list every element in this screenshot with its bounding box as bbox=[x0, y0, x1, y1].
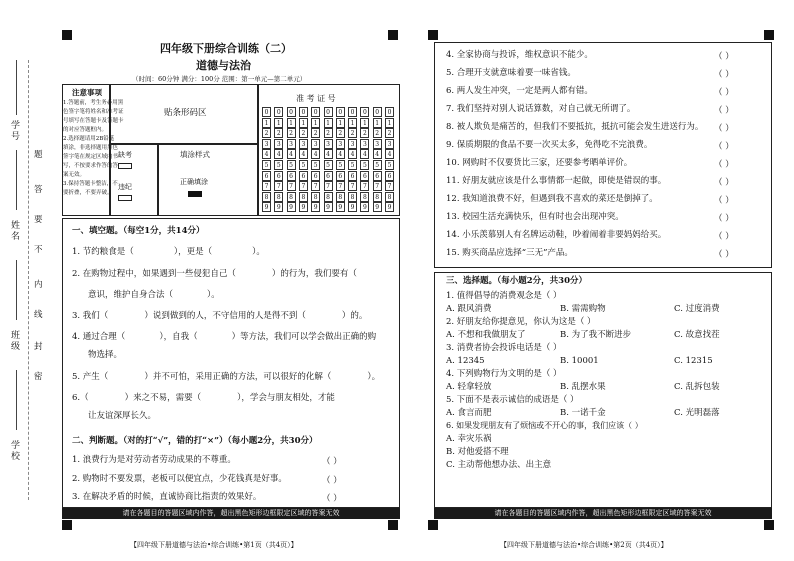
exam-id-bubble[interactable]: 8 bbox=[299, 192, 308, 202]
judge-question: 12. 我知道浪费不好，但遇到我不喜欢的菜还是倒掉了。 bbox=[446, 194, 658, 204]
exam-id-bubble[interactable]: 9 bbox=[324, 202, 333, 212]
choice-question: 2. 好朋友给你提意见，你认为这是（ ） bbox=[446, 317, 596, 327]
judge-question: 5. 合理开支就意味着要一味省钱。 bbox=[446, 68, 576, 78]
choice-option[interactable]: B. 10001 bbox=[560, 356, 599, 366]
exam-id-bubble[interactable]: 1 bbox=[299, 118, 308, 128]
exam-id-bubble[interactable]: 4 bbox=[262, 149, 271, 159]
answer-paren[interactable]: （ ） bbox=[714, 250, 734, 260]
exam-id-bubble[interactable]: 9 bbox=[311, 202, 320, 212]
exam-meta: （时间：60分钟 满分：100分 范围：第一单元—第二单元） bbox=[132, 75, 307, 83]
exam-id-bubble[interactable]: 3 bbox=[262, 139, 271, 149]
page-footer: 【四年级下册道德与法治•综合训练•第1页（共4页）】 bbox=[130, 541, 298, 549]
exam-id-bubble[interactable]: 2 bbox=[385, 128, 394, 138]
fill-question-4: 4. 通过合理（ ），自我（ ）等方法，我们可以学会做出正确的购 bbox=[72, 332, 377, 342]
choice-option[interactable]: B. 乱摆水果 bbox=[560, 382, 606, 392]
exam-id-bubble[interactable]: 5 bbox=[348, 160, 357, 170]
section1-title: 一、填空题。（每空1分，共14分） bbox=[72, 226, 205, 236]
choice-question: 5. 下面不是表示诚信的成语是（ ） bbox=[446, 395, 579, 405]
exam-id-bubble[interactable]: 8 bbox=[262, 192, 271, 202]
exam-id-bubble[interactable]: 2 bbox=[348, 128, 357, 138]
exam-id-bubble[interactable]: 5 bbox=[324, 160, 333, 170]
answer-paren[interactable]: （ ） bbox=[714, 232, 734, 242]
seal-char: 不 bbox=[34, 245, 43, 255]
judge-question: 13. 校园生活充满快乐，但有时也会出现冲突。 bbox=[446, 212, 624, 222]
answer-paren[interactable]: （ ） bbox=[714, 124, 734, 134]
fill-question-2-cont: 意识，维护自身合法（ ）。 bbox=[88, 290, 220, 300]
judge-question: 2. 购物时不要发票，老板可以便宜点，少花钱真是好事。 bbox=[72, 474, 287, 484]
seal-char: 线 bbox=[34, 310, 43, 320]
exam-id-bubble[interactable]: 1 bbox=[311, 118, 320, 128]
exam-id-bubble[interactable]: 9 bbox=[262, 202, 271, 212]
exam-id-bubble[interactable]: 0 bbox=[336, 107, 345, 117]
fill-question-4-cont: 物选择。 bbox=[88, 350, 123, 360]
judge-question: 6. 两人发生冲突，一定是两人都有错。 bbox=[446, 86, 593, 96]
exam-id-bubble[interactable]: 0 bbox=[262, 107, 271, 117]
answer-paren[interactable]: （ ） bbox=[714, 214, 734, 224]
seal-char: 内 bbox=[34, 280, 43, 290]
exam-id-bubble[interactable]: 5 bbox=[360, 160, 369, 170]
exam-id-bubble[interactable]: 0 bbox=[348, 107, 357, 117]
exam-id-bubble[interactable]: 7 bbox=[287, 181, 296, 191]
exam-id-bubble[interactable]: 6 bbox=[287, 171, 296, 181]
exam-id-bubble[interactable]: 0 bbox=[274, 107, 283, 117]
judge-question: 11. 好朋友就应该是什么事情都一起做，即使是错误的事。 bbox=[446, 176, 667, 186]
exam-id-bubble[interactable]: 3 bbox=[336, 139, 345, 149]
exam-id-bubble[interactable]: 4 bbox=[385, 149, 394, 159]
seal-char: 封 bbox=[34, 342, 43, 352]
exam-id-bubble[interactable]: 7 bbox=[274, 181, 283, 191]
choice-option[interactable]: A. 跟风消费 bbox=[446, 304, 492, 314]
exam-id-bubble[interactable]: 0 bbox=[299, 107, 308, 117]
exam-id-bubble[interactable]: 3 bbox=[360, 139, 369, 149]
exam-id-bubble[interactable]: 9 bbox=[336, 202, 345, 212]
notice-line: 2.选择题请用2B铅笔 bbox=[63, 136, 115, 142]
exam-id-bubble[interactable]: 1 bbox=[385, 118, 394, 128]
exam-id-bubble[interactable]: 8 bbox=[385, 192, 394, 202]
choice-question: 3. 消费者协会投诉电话是（ ） bbox=[446, 343, 562, 353]
notice-line: 案无效。 bbox=[63, 172, 86, 178]
judge-question: 8. 被人欺负是痛苦的，但我们不要抵抗，抵抗可能会发生进送行为。 bbox=[446, 122, 704, 132]
choice-question: 6. 如果发现朋友有了烦恼或不开心的事，我们应该（ ） bbox=[446, 421, 643, 430]
exam-id-bubble[interactable]: 1 bbox=[324, 118, 333, 128]
exam-id-bubble[interactable]: 6 bbox=[336, 171, 345, 181]
exam-id-bubble[interactable]: 5 bbox=[336, 160, 345, 170]
choice-option[interactable]: A. 轻拿轻放 bbox=[446, 382, 492, 392]
exam-id-bubble[interactable]: 6 bbox=[348, 171, 357, 181]
exam-id-bubble[interactable]: 4 bbox=[311, 149, 320, 159]
answer-region-notice: 请在各题目的答题区域内作答，超出黑色矩形边框限定区域的答案无效 bbox=[434, 508, 772, 519]
fill-question-6: 6.（ ）来之不易，需要（ ），学会与朋友相处，才能 bbox=[72, 393, 335, 403]
fill-question-1: 1. 节约粮食是（ ），更是（ ）。 bbox=[72, 247, 265, 257]
fill-question-5: 5. 产生（ ）并不可怕，采用正确的方法，可以很好的化解（ ）。 bbox=[72, 372, 381, 382]
exam-id-bubble[interactable]: 1 bbox=[262, 118, 271, 128]
judge-question: 14. 小乐羡慕别人有名牌运动鞋，吵着闹着非要妈妈给买。 bbox=[446, 230, 667, 240]
registration-mark bbox=[764, 520, 774, 530]
correct-fill-label: 正确填涂 bbox=[180, 178, 208, 186]
exam-id-bubble[interactable]: 1 bbox=[348, 118, 357, 128]
exam-id-bubble[interactable]: 5 bbox=[299, 160, 308, 170]
section2-title: 二、判断题。（对的打“√”，错的打“×”）（每小题2分，共30分） bbox=[72, 436, 318, 446]
notice-line: 的对应答题框内。 bbox=[63, 127, 108, 133]
notice-line: 号填写在答题卡及答题卡 bbox=[63, 118, 124, 124]
choice-option[interactable]: B. 为了我不断进步 bbox=[560, 330, 632, 340]
answer-paren[interactable]: （ ） bbox=[714, 178, 734, 188]
exam-id-bubble[interactable]: 5 bbox=[274, 160, 283, 170]
exam-id-label: 准 考 证 号 bbox=[296, 94, 336, 103]
exam-id-bubble[interactable]: 7 bbox=[311, 181, 320, 191]
exam-id-bubble[interactable]: 0 bbox=[360, 107, 369, 117]
choice-option[interactable]: C. 12315 bbox=[674, 356, 713, 366]
exam-id-bubble[interactable]: 8 bbox=[287, 192, 296, 202]
exam-id-bubble[interactable]: 0 bbox=[373, 107, 382, 117]
exam-id-bubble[interactable]: 0 bbox=[287, 107, 296, 117]
exam-id-bubble[interactable]: 7 bbox=[299, 181, 308, 191]
exam-id-bubble[interactable]: 4 bbox=[360, 149, 369, 159]
exam-id-bubble[interactable]: 7 bbox=[262, 181, 271, 191]
exam-id-bubble[interactable]: 9 bbox=[348, 202, 357, 212]
fill-question-6-cont: 让友谊深厚长久。 bbox=[88, 411, 157, 421]
exam-id-bubble[interactable]: 8 bbox=[311, 192, 320, 202]
choice-option[interactable]: A. 12345 bbox=[446, 356, 485, 366]
exam-id-bubble[interactable]: 1 bbox=[274, 118, 283, 128]
notice-line: 1.答题前，考生务必用黑 bbox=[63, 100, 124, 106]
exam-id-bubble[interactable]: 6 bbox=[311, 171, 320, 181]
seal-char: 题 bbox=[34, 150, 43, 160]
judge-question: 1. 浪费行为是对劳动者劳动成果的不尊重。 bbox=[72, 455, 236, 465]
exam-title: 四年级下册综合训练（二） bbox=[160, 42, 292, 55]
exam-id-bubble[interactable]: 6 bbox=[262, 171, 271, 181]
answer-paren[interactable]: （ ） bbox=[714, 52, 734, 62]
exam-id-bubble[interactable]: 6 bbox=[274, 171, 283, 181]
exam-id-bubble[interactable]: 1 bbox=[360, 118, 369, 128]
registration-mark bbox=[62, 30, 72, 40]
judge-question: 3. 在解决矛盾的时候，直诚协商比指责的效果好。 bbox=[72, 492, 262, 502]
exam-id-bubble[interactable]: 8 bbox=[373, 192, 382, 202]
exam-id-bubble[interactable]: 3 bbox=[385, 139, 394, 149]
exam-id-bubble[interactable]: 2 bbox=[336, 128, 345, 138]
fill-question-3: 3. 我们（ ）说到做到的人，不守信用的人是得不到（ ）的。 bbox=[72, 311, 368, 321]
class-label: 班级 bbox=[9, 330, 19, 352]
choice-option[interactable]: C. 故意找茬 bbox=[674, 330, 720, 340]
choice-option[interactable]: A. 食言而肥 bbox=[446, 408, 492, 418]
notice-line: 要折叠，不要弄破。 bbox=[63, 190, 113, 196]
exam-id-bubble[interactable]: 0 bbox=[311, 107, 320, 117]
answer-paren[interactable]: （ ） bbox=[714, 88, 734, 98]
exam-id-bubble[interactable]: 4 bbox=[373, 149, 382, 159]
exam-id-bubble[interactable]: 2 bbox=[274, 128, 283, 138]
exam-id-bubble[interactable]: 4 bbox=[287, 149, 296, 159]
choice-question: 1. 值得倡导的消费观念是（ ） bbox=[446, 291, 562, 301]
subject-title: 道德与法治 bbox=[196, 59, 251, 72]
registration-mark bbox=[62, 520, 72, 530]
exam-id-bubble[interactable]: 3 bbox=[324, 139, 333, 149]
notice-line: 色签字笔将姓名和准考证 bbox=[63, 109, 124, 115]
violation-label: 违纪 bbox=[118, 183, 132, 191]
exam-id-bubble[interactable]: 2 bbox=[287, 128, 296, 138]
exam-id-bubble[interactable]: 3 bbox=[348, 139, 357, 149]
registration-mark bbox=[428, 30, 438, 40]
exam-id-bubble[interactable]: 5 bbox=[385, 160, 394, 170]
answer-paren[interactable]: （ ） bbox=[714, 196, 734, 206]
seal-char: 答 bbox=[34, 185, 43, 195]
choice-question: 4. 下列购物行为文明的是（ ） bbox=[446, 369, 562, 379]
exam-id-bubble[interactable]: 8 bbox=[348, 192, 357, 202]
choice-option[interactable]: B. 一诺千金 bbox=[560, 408, 606, 418]
exam-id-bubble[interactable]: 9 bbox=[385, 202, 394, 212]
notice-line: 写，不按要求作答的答 bbox=[63, 163, 119, 169]
exam-id-bubble[interactable]: 1 bbox=[373, 118, 382, 128]
exam-id-bubble[interactable]: 3 bbox=[311, 139, 320, 149]
exam-id-bubble[interactable]: 7 bbox=[373, 181, 382, 191]
choice-option[interactable]: C. 主动帮他想办法、出主意 bbox=[446, 460, 552, 470]
exam-id-bubble[interactable]: 8 bbox=[360, 192, 369, 202]
answer-paren[interactable]: （ ） bbox=[714, 70, 734, 80]
exam-id-bubble[interactable]: 4 bbox=[274, 149, 283, 159]
exam-id-bubble[interactable]: 9 bbox=[360, 202, 369, 212]
notice-line: 签字笔在规定区域内书 bbox=[63, 154, 119, 160]
exam-id-bubble[interactable]: 4 bbox=[324, 149, 333, 159]
exam-id-bubble[interactable]: 6 bbox=[324, 171, 333, 181]
judge-question: 7. 我们坚持对别人说话算数，对自己就无所谓了。 bbox=[446, 104, 636, 114]
registration-mark bbox=[388, 30, 398, 40]
answer-paren[interactable]: （ ） bbox=[322, 457, 342, 467]
exam-id-bubble[interactable]: 3 bbox=[299, 139, 308, 149]
seal-char: 密 bbox=[34, 372, 43, 382]
school-label: 学校 bbox=[9, 440, 19, 462]
violation-checkbox[interactable] bbox=[118, 195, 132, 201]
page-footer: 【四年级下册道德与法治•综合训练•第2页（共4页）】 bbox=[500, 541, 668, 549]
notice-line: 3.保持答题卡整洁，不 bbox=[63, 181, 118, 187]
choice-option[interactable]: B. 对他爱搭不理 bbox=[446, 447, 509, 457]
exam-id-bubble[interactable]: 8 bbox=[336, 192, 345, 202]
exam-id-bubble[interactable]: 2 bbox=[299, 128, 308, 138]
choice-option[interactable]: A. 不想和我做朋友了 bbox=[446, 330, 526, 340]
judge-question: 15. 购买商品应选择“三无”产品。 bbox=[446, 248, 573, 258]
exam-id-bubble[interactable]: 0 bbox=[385, 107, 394, 117]
answer-paren[interactable]: （ ） bbox=[322, 476, 342, 486]
fill-question-2: 2. 在购物过程中，如果遇到一些侵犯自己（ ）的行为，我们要有（ bbox=[72, 269, 357, 279]
exam-id-bubble[interactable]: 7 bbox=[385, 181, 394, 191]
exam-id-bubble[interactable]: 9 bbox=[274, 202, 283, 212]
filled-sample-mark bbox=[188, 191, 202, 197]
fill-sample-label: 填涂样式 bbox=[180, 150, 210, 159]
exam-id-bubble[interactable]: 6 bbox=[299, 171, 308, 181]
exam-id-bubble[interactable]: 4 bbox=[299, 149, 308, 159]
notice-heading: 注意事项 bbox=[72, 88, 102, 97]
exam-id-bubble[interactable]: 7 bbox=[324, 181, 333, 191]
choice-option[interactable]: C. 乱拆包装 bbox=[674, 382, 720, 392]
choice-option[interactable]: B. 需需购物 bbox=[560, 304, 606, 314]
exam-id-bubble[interactable]: 5 bbox=[287, 160, 296, 170]
exam-id-bubble[interactable]: 3 bbox=[274, 139, 283, 149]
exam-id-bubble[interactable]: 2 bbox=[262, 128, 271, 138]
judge-question: 4. 全家协商与投诉，维权意识不能少。 bbox=[446, 50, 593, 60]
exam-id-bubble[interactable]: 9 bbox=[299, 202, 308, 212]
exam-id-bubble[interactable]: 8 bbox=[274, 192, 283, 202]
exam-id-bubble[interactable]: 1 bbox=[336, 118, 345, 128]
exam-id-bubble[interactable]: 7 bbox=[360, 181, 369, 191]
exam-id-bubble[interactable]: 7 bbox=[336, 181, 345, 191]
exam-id-bubble[interactable]: 8 bbox=[324, 192, 333, 202]
exam-id-bubble[interactable]: 4 bbox=[336, 149, 345, 159]
exam-id-bubble[interactable]: 3 bbox=[287, 139, 296, 149]
judge-question: 10. 网购时不仅要货比三家，还要参考晒单评价。 bbox=[446, 158, 633, 168]
registration-mark bbox=[428, 520, 438, 530]
choice-option[interactable]: C. 过度消费 bbox=[674, 304, 720, 314]
exam-id-bubble[interactable]: 0 bbox=[324, 107, 333, 117]
exam-id-bubble[interactable]: 5 bbox=[373, 160, 382, 170]
exam-id-bubble[interactable]: 2 bbox=[360, 128, 369, 138]
exam-id-bubble[interactable]: 9 bbox=[287, 202, 296, 212]
notice-line: 填涂，非选择题用黑色 bbox=[63, 145, 119, 151]
absent-label: 缺考 bbox=[118, 151, 132, 159]
seal-char: 要 bbox=[34, 215, 43, 225]
answer-paren[interactable]: （ ） bbox=[714, 106, 734, 116]
answer-paren[interactable]: （ ） bbox=[714, 160, 734, 170]
choice-option[interactable]: A. 幸灾乐祸 bbox=[446, 434, 492, 444]
barcode-label: 贴条形码区 bbox=[164, 108, 207, 118]
exam-id-bubble[interactable]: 2 bbox=[324, 128, 333, 138]
section3-title: 三、选择题。（每小题2分，共30分） bbox=[446, 276, 587, 286]
exam-id-bubble[interactable]: 7 bbox=[348, 181, 357, 191]
judge-question: 9. 保质期限的食品不要一次买太多，免得吃不完浪费。 bbox=[446, 140, 653, 150]
exam-id-bubble[interactable]: 3 bbox=[373, 139, 382, 149]
exam-id-bubble[interactable]: 5 bbox=[311, 160, 320, 170]
exam-id-bubble[interactable]: 1 bbox=[287, 118, 296, 128]
exam-id-bubble[interactable]: 6 bbox=[385, 171, 394, 181]
absent-checkbox[interactable] bbox=[118, 163, 132, 169]
exam-id-bubble[interactable]: 9 bbox=[373, 202, 382, 212]
exam-id-bubble[interactable]: 6 bbox=[360, 171, 369, 181]
answer-paren[interactable]: （ ） bbox=[322, 494, 342, 504]
exam-id-bubble[interactable]: 2 bbox=[311, 128, 320, 138]
exam-id-bubble[interactable]: 4 bbox=[348, 149, 357, 159]
registration-mark bbox=[764, 30, 774, 40]
registration-mark bbox=[388, 520, 398, 530]
exam-id-bubble[interactable]: 2 bbox=[373, 128, 382, 138]
exam-id-bubble[interactable]: 6 bbox=[373, 171, 382, 181]
student-id-label: 学号 bbox=[9, 120, 19, 142]
name-label: 姓名 bbox=[9, 220, 19, 242]
answer-region-notice: 请在各题目的答题区域内作答，超出黑色矩形边框限定区域的答案无效 bbox=[62, 508, 400, 519]
exam-id-bubble[interactable]: 5 bbox=[262, 160, 271, 170]
choice-option[interactable]: C. 光明磊落 bbox=[674, 408, 720, 418]
answer-paren[interactable]: （ ） bbox=[714, 142, 734, 152]
